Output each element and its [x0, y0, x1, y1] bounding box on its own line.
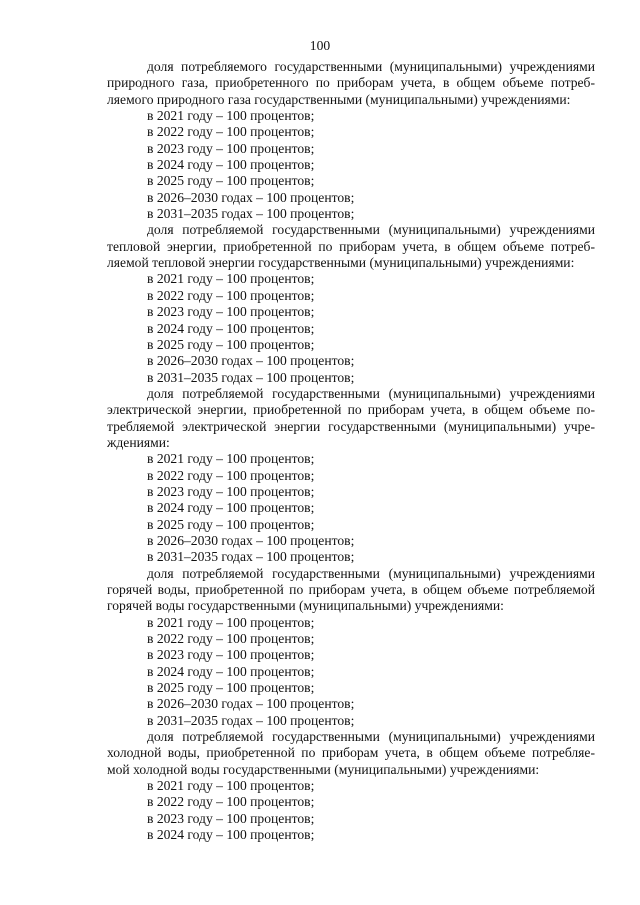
- indicator-paragraph: [107, 386, 595, 451]
- paragraph-line: мой холодной воды государственными (муниципальными) учреждениями:: [107, 761, 540, 777]
- paragraph-line: ляемой тепловой энергии государственными (муниципальными) учреждениями:: [107, 255, 575, 271]
- year-value-item: в 2021 году – 100 процентов;: [147, 271, 315, 287]
- year-value-list: [107, 451, 595, 565]
- year-value-item: в 2021 году – 100 процентов;: [147, 614, 315, 630]
- year-value-item: в 2026–2030 годах – 100 процентов;: [147, 532, 355, 548]
- year-value-item: в 2031–2035 годах – 100 процентов;: [147, 712, 355, 728]
- year-value-item: в 2024 году – 100 процентов;: [147, 320, 315, 336]
- year-value-list: [107, 615, 595, 729]
- year-value-item: в 2026–2030 годах – 100 процентов;: [147, 189, 355, 205]
- year-value-item: в 2025 году – 100 процентов;: [147, 516, 315, 532]
- paragraph-line: природного газа, приобретенного по приборам учета, в общем объеме потреб-: [107, 75, 595, 91]
- document-body: [107, 59, 595, 844]
- year-value-list: [107, 778, 595, 843]
- indicator-paragraph: [107, 59, 595, 108]
- year-value-item: в 2025 году – 100 процентов;: [147, 173, 315, 189]
- year-value-item: в 2025 году – 100 процентов;: [147, 336, 315, 352]
- year-value-list: [107, 271, 595, 385]
- year-value-item: в 2026–2030 годах – 100 процентов;: [147, 353, 355, 369]
- year-value-item: в 2022 году – 100 процентов;: [147, 631, 315, 647]
- paragraph-line: ждениями:: [107, 434, 170, 450]
- year-value-item: в 2021 году – 100 процентов;: [147, 108, 315, 124]
- year-value-item: в 2022 году – 100 процентов;: [147, 467, 315, 483]
- paragraph-line: доля потребляемой государственными (муниципальными) учреждениями: [147, 222, 595, 238]
- year-value-item: в 2026–2030 годах – 100 процентов;: [147, 696, 355, 712]
- paragraph-line: горячей воды, приобретенной по приборам учета, в общем объеме потребляемой: [107, 582, 595, 597]
- paragraph-line: холодной воды, приобретенной по приборам учета, в общем объеме потребляе-: [107, 745, 595, 761]
- paragraph-line: доля потребляемой государственными (муниципальными) учреждениями: [147, 385, 595, 401]
- year-value-item: в 2023 году – 100 процентов;: [147, 647, 315, 663]
- paragraph-line: доля потребляемого государственными (муниципальными) учреждениями: [147, 59, 595, 74]
- year-value-item: в 2031–2035 годах – 100 процентов;: [147, 206, 355, 222]
- indicator-paragraph: [107, 566, 595, 615]
- year-value-item: в 2023 году – 100 процентов;: [147, 304, 315, 320]
- year-value-item: в 2021 году – 100 процентов;: [147, 451, 315, 467]
- page-number: 100: [309, 38, 331, 53]
- year-value-item: в 2023 году – 100 процентов;: [147, 483, 315, 499]
- paragraph-line: горячей воды государственными (муниципальными) учреждениями:: [107, 598, 504, 614]
- paragraph-line: доля потребляемой государственными (муниципальными) учреждениями: [147, 729, 595, 745]
- paragraph-line: требляемой электрической энергии государственными (муниципальными) учре-: [107, 418, 595, 434]
- indicator-paragraph: [107, 222, 595, 271]
- year-value-item: в 2022 году – 100 процентов;: [147, 287, 315, 303]
- indicator-paragraph: [107, 729, 595, 778]
- year-value-item: в 2022 году – 100 процентов;: [147, 124, 315, 140]
- year-value-item: в 2022 году – 100 процентов;: [147, 794, 315, 810]
- year-value-item: в 2024 году – 100 процентов;: [147, 157, 315, 173]
- year-value-item: в 2021 году – 100 процентов;: [147, 778, 315, 794]
- year-value-item: в 2031–2035 годах – 100 процентов;: [147, 369, 355, 385]
- year-value-item: в 2023 году – 100 процентов;: [147, 140, 315, 156]
- year-value-item: в 2023 году – 100 процентов;: [147, 810, 315, 826]
- year-value-item: в 2031–2035 годах – 100 процентов;: [147, 549, 355, 565]
- year-value-item: в 2025 году – 100 процентов;: [147, 680, 315, 696]
- year-value-item: в 2024 году – 100 процентов;: [147, 827, 315, 843]
- paragraph-line: доля потребляемой государственными (муниципальными) учреждениями: [147, 565, 595, 581]
- paragraph-line: тепловой энергии, приобретенной по приборам учета, в общем объеме потреб-: [107, 238, 595, 254]
- paragraph-line: электрической энергии, приобретенной по приборам учета, в общем объеме по-: [107, 402, 595, 418]
- year-value-item: в 2024 году – 100 процентов;: [147, 500, 315, 516]
- year-value-list: [107, 108, 595, 222]
- year-value-item: в 2024 году – 100 процентов;: [147, 663, 315, 679]
- paragraph-line: ляемого природного газа государственными (муниципальными) учреждениями:: [107, 91, 571, 107]
